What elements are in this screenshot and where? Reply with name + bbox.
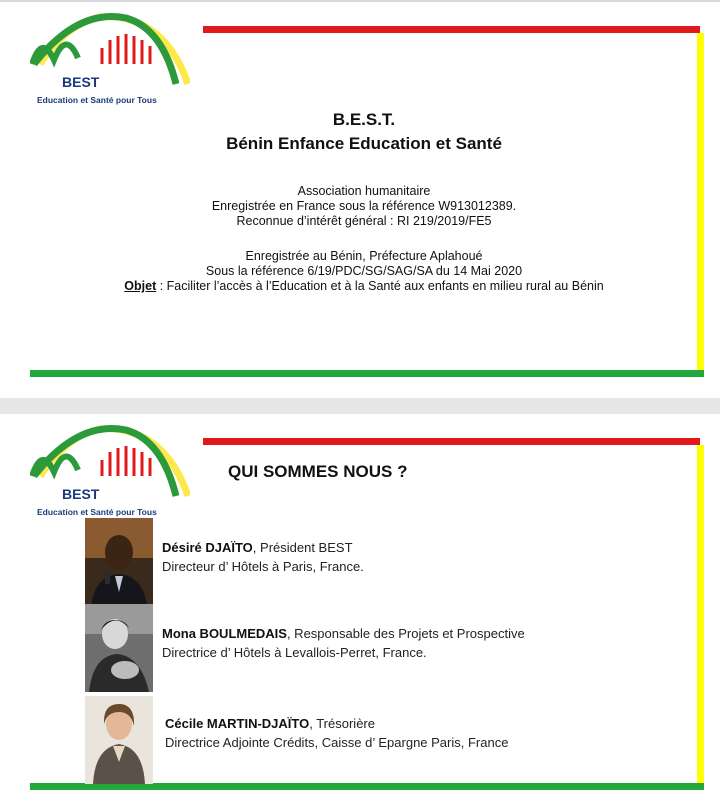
- member-role: , Président BEST: [252, 540, 353, 555]
- slide-subtitle: Bénin Enfance Education et Santé: [226, 134, 502, 153]
- best-logo: [30, 12, 190, 88]
- yellow-stripe: [697, 445, 704, 790]
- member-text: [162, 624, 525, 662]
- member-job: Directeur d’ Hôtels à Paris, France.: [162, 559, 364, 574]
- red-stripe: [203, 26, 700, 33]
- slide-presentation: [0, 0, 720, 398]
- text-line: Sous la référence 6/19/PDC/SG/SAG/SA du 14 Mai 2020: [205, 264, 523, 278]
- section-heading: QUI SOMMES NOUS ?: [228, 462, 408, 481]
- member-role: , Trésorière: [309, 716, 375, 731]
- divider: [0, 0, 720, 2]
- arch-logo-icon: [30, 424, 190, 500]
- member-photo: [85, 696, 153, 784]
- objet-label: Objet: [124, 279, 157, 293]
- arch-logo-icon: [30, 12, 190, 88]
- member-photo: [85, 518, 153, 606]
- member-name: Cécile MARTIN-DJAÏTO: [165, 716, 310, 731]
- logo-name: BEST: [62, 74, 100, 90]
- text-line: Reconnue d’intérêt général : RI 219/2019/FE5: [236, 214, 492, 228]
- member-card: [85, 518, 605, 606]
- text-line: Enregistrée au Bénin, Préfecture Aplahoué: [245, 249, 483, 263]
- member-role: , Responsable des Projets et Prospective: [286, 626, 525, 641]
- registration-france: [0, 184, 720, 229]
- text-line: Association humanitaire: [297, 184, 431, 198]
- registration-benin: [0, 249, 720, 294]
- logo-name: BEST: [62, 486, 100, 502]
- green-stripe: [30, 370, 704, 377]
- slide-title: B.E.S.T.: [332, 110, 396, 129]
- logo-tagline: Education et Santé pour Tous: [37, 507, 157, 517]
- slide-team: [0, 414, 720, 798]
- member-name: Mona BOULMEDAIS: [162, 626, 287, 641]
- member-text: [165, 714, 508, 752]
- member-name: Désiré DJAÏTO: [162, 540, 253, 555]
- green-stripe: [30, 783, 704, 790]
- text-line: Enregistrée en France sous la référence W913012389.: [211, 199, 517, 213]
- member-card: [85, 696, 605, 784]
- logo-tagline: Education et Santé pour Tous: [37, 95, 157, 105]
- objet-line: [0, 279, 720, 294]
- member-photo: [85, 604, 153, 692]
- red-stripe: [203, 438, 700, 445]
- member-text: [162, 538, 364, 576]
- member-job: Directrice d’ Hôtels à Levallois-Perret, France.: [162, 645, 427, 660]
- member-job: Directrice Adjointe Crédits, Caisse d’ Epargne Paris, France: [165, 735, 509, 750]
- member-card: [85, 604, 605, 692]
- objet-text: : Faciliter l’accès à l’Education et à la Santé aux enfants en milieu rural au Bénin: [156, 279, 604, 293]
- best-logo: [30, 424, 190, 500]
